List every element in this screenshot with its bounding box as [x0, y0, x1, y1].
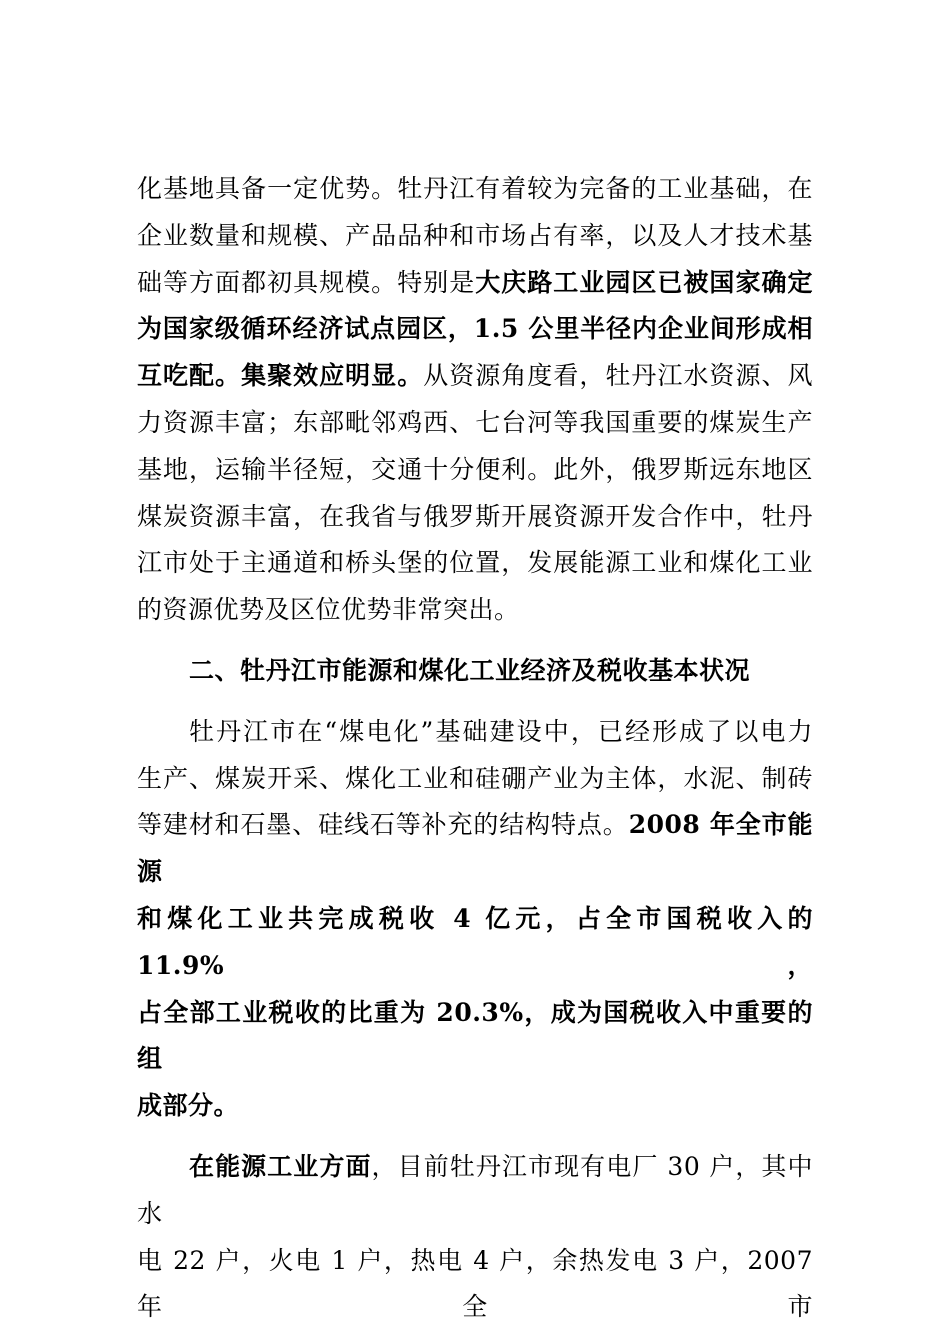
text-run: 等建材和石墨、硅线石等补充的结构特点。	[137, 810, 629, 840]
paragraph-resource-advantage	[137, 166, 813, 634]
text-run: 础等方面都初具规模。特别是	[137, 267, 476, 297]
bold-text-line: 成部分。	[137, 1091, 240, 1121]
text-line: 牡丹江市在“煤电化”基础建设中，已经形成了以电力	[189, 716, 813, 746]
text-line: 江市处于主通道和桥头堡的位置，发展能源工业和煤化工业	[137, 548, 813, 578]
text-run: ，目前牡丹江市现有电厂 30 户，其中水	[137, 1151, 813, 1228]
document-page	[137, 166, 813, 1331]
text-line: 的资源优势及区位优势非常突出。	[137, 595, 520, 625]
text-line: 基地，运输半径短，交通十分便利。此外，俄罗斯远东地区	[137, 454, 813, 484]
paragraph-spacing	[137, 695, 813, 709]
bold-text-run: 2008 年全市能源	[137, 810, 813, 887]
text-line: 电 22 户，火电 1 户，热电 4 户，余热发电 3 户，2007 年全市	[137, 1245, 813, 1322]
text-line: 力资源丰富；东部毗邻鸡西、七台河等我国重要的煤炭生产	[137, 407, 813, 437]
text-run: 从资源角度看，牡丹江水资源、风	[423, 361, 813, 391]
bold-text-line: 和煤化工业共完成税收 4 亿元，占全市国税收入的 11.9%，	[137, 903, 813, 980]
bold-text-line: 为国家级循环经济试点园区，1.5 公里半径内企业间形成相	[137, 314, 813, 344]
text-line	[137, 260, 813, 307]
bold-text-line: 占全部工业税收的比重为 20.3%，成为国税收入中重要的组	[137, 997, 813, 1074]
text-line	[137, 353, 813, 400]
paragraph-spacing	[137, 634, 813, 648]
bold-text-run: 在能源工业方面	[189, 1151, 372, 1181]
section-heading: 二、牡丹江市能源和煤化工业经济及税收基本状况	[189, 655, 751, 685]
paragraph-energy-industry	[137, 1144, 813, 1331]
text-line: 企业数量和规模、产品品种和市场占有率，以及人才技术基	[137, 220, 813, 250]
text-line: 生产、煤炭开采、煤化工业和硅硼产业为主体，水泥、制砖	[137, 763, 813, 793]
paragraph-industry-tax	[137, 709, 813, 1130]
bold-text-run: 大庆路工业园区已被国家确定	[475, 267, 813, 297]
text-line: 煤炭资源丰富，在我省与俄罗斯开展资源开发合作中，牡丹	[137, 501, 813, 531]
text-line	[137, 1144, 813, 1238]
text-line	[137, 802, 813, 896]
text-line: 化基地具备一定优势。牡丹江有着较为完备的工业基础，在	[137, 174, 813, 203]
bold-text-run: 互吃配。集聚效应明显。	[137, 361, 424, 391]
paragraph-spacing	[137, 1130, 813, 1144]
